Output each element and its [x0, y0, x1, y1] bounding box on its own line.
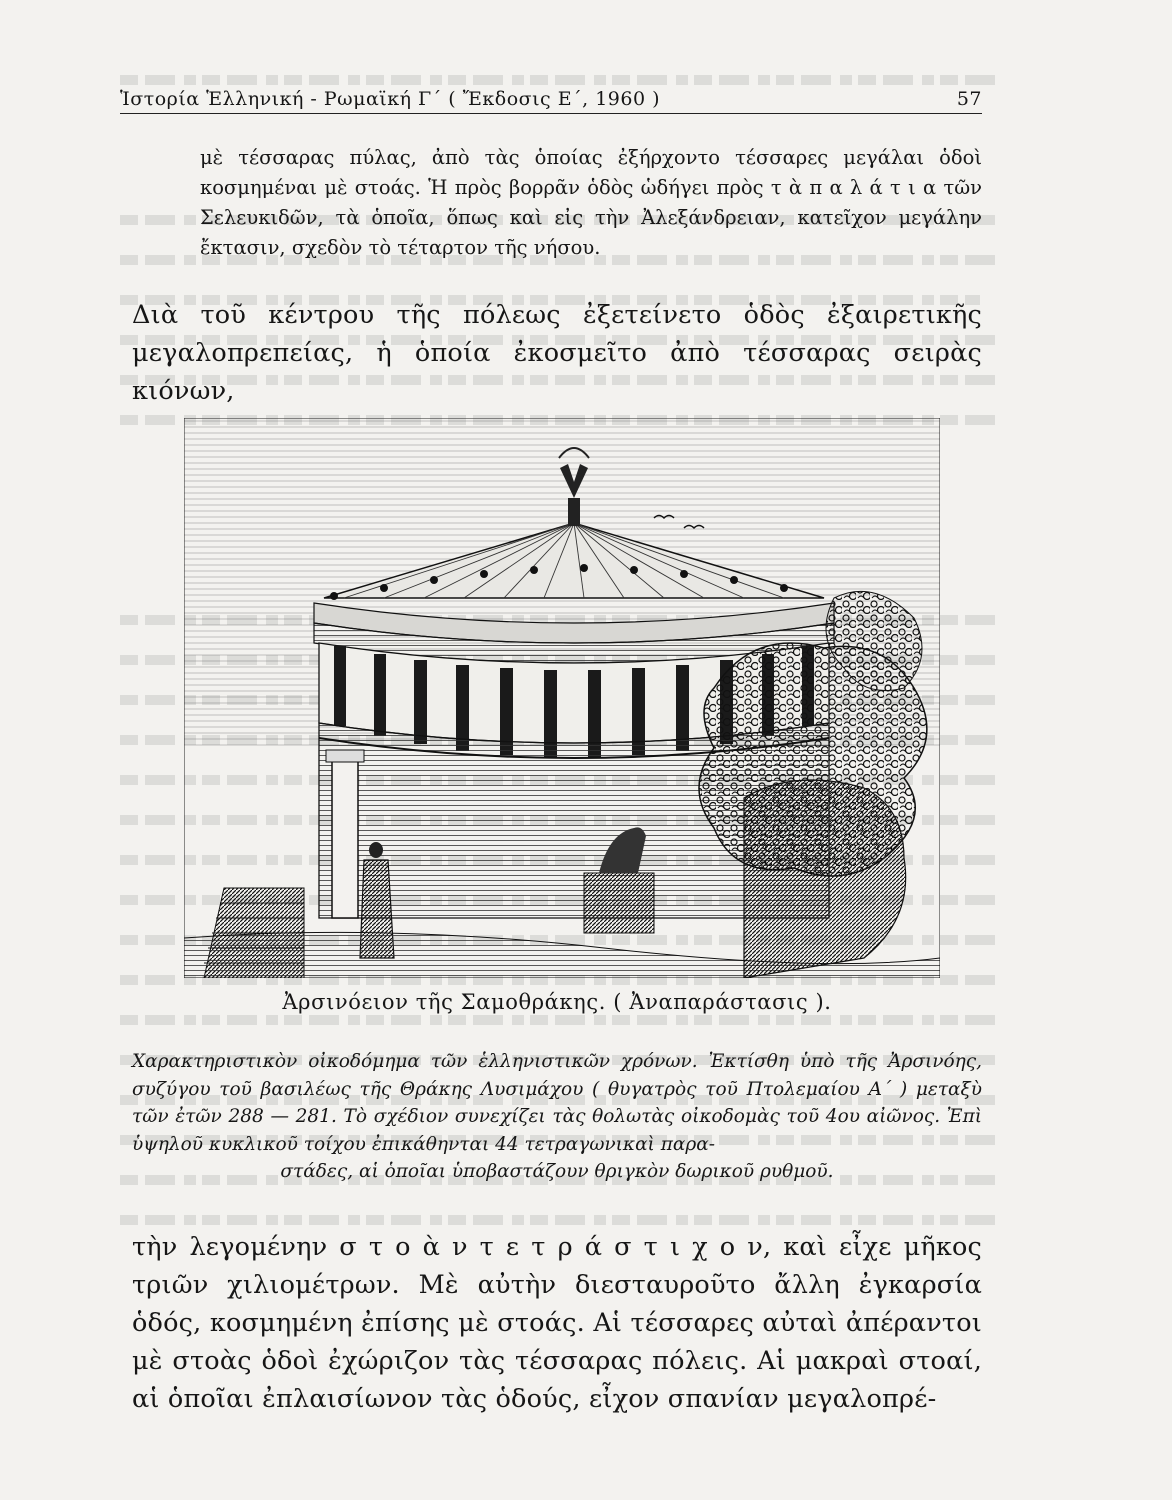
figure-caption: [132, 1048, 982, 1186]
figure-caption-last-line: στάδες, αἱ ὁποῖαι ὑποβαστάζουν θριγκὸν δωρικοῦ ρυθμοῦ.: [280, 1161, 834, 1182]
body-bottom-text: τὴν λεγομένην σ τ ο ὰ ν τ ε τ ρ ά σ τ ι χ ο ν, καὶ εἶχε μῆκος τριῶν χιλιομέτρων. Μὲ αὐτὴν διεσταυροῦτο ἄλλη ἐγκαρσία ὁδός, κοσμημένη ἐπίσης μὲ στοάς. Αἱ τέσσαρες αὐταὶ ἀπέραντοι μὲ στοὰς ὁδοὶ ἐχώριζον τὰς τέσσαρας πόλεις. Αἱ μακραὶ στοαί, αἱ ὁποῖαι ἐπλαισίωνον τὰς ὁδούς, εἶχον σπανίαν μεγαλοπρέ-: [132, 1232, 982, 1414]
body-paragraph-bottom: [132, 1228, 982, 1418]
running-header: [120, 70, 982, 110]
continued-paragraph: [200, 143, 982, 263]
body-paragraph-top: [132, 296, 982, 410]
arsinoeion-illustration: [184, 418, 940, 978]
body-top-text: Διὰ τοῦ κέντρου τῆς πόλεως ἐξετείνετο ὁδὸς ἐξαιρετικῆς μεγαλοπρεπείας, ἡ ὁποία ἐκοσμεῖτο ἀπὸ τέσσαρας σειρὰς κιόνων,: [132, 300, 982, 406]
header-rule: [120, 113, 982, 114]
figure-caption-main: Χαρακτηριστικὸν οἰκοδόμημα τῶν ἑλληνιστικῶν χρόνων. Ἐκτίσθη ὑπὸ τῆς Ἀρσινόης, συζύγου τοῦ βασιλέως τῆς Θράκης Λυσιμάχου ( θυγατρὸς τοῦ Πτολεμαίου Α΄ ) μεταξὺ τῶν ἐτῶν 288 — 281. Τὸ σχέδιον συνεχίζει τὰς θολωτὰς οἰκοδομὰς τοῦ 4ου αἰῶνος. Ἐπὶ ὑψηλοῦ κυκλικοῦ τοίχου ἐπικάθηνται 44 τετραγωνικαὶ παρα-: [132, 1051, 982, 1155]
figure-title: Ἀρσινόειον τῆς Σαμοθράκης. ( Ἀναπαράστασις ).: [282, 990, 832, 1014]
excerpt-text: μὲ τέσσαρας πύλας, ἀπὸ τὰς ὁποίας ἐξήρχοντο τέσσαρες μεγάλαι ὁδοὶ κοσμημέναι μὲ στοάς. Ἡ πρὸς βορρᾶν ὁδὸς ὡδήγει πρὸς τ ὰ π α λ ά τ ι α τῶν Σελευκιδῶν, τὰ ὁποῖα, ὅπως καὶ εἰς τὴν Ἀλεξάνδρειαν, κατεῖχον μεγάλην ἔκτασιν, σχεδὸν τὸ τέταρτον τῆς νήσου.: [200, 146, 982, 259]
page-number: 57: [956, 88, 982, 110]
header-title: Ἱστορία Ἑλληνική - Ρωμαϊκή Γ΄ ( Ἔκδοσις Ε΄, 1960 ): [120, 88, 660, 110]
rotunda-engraving-image: [184, 418, 940, 978]
